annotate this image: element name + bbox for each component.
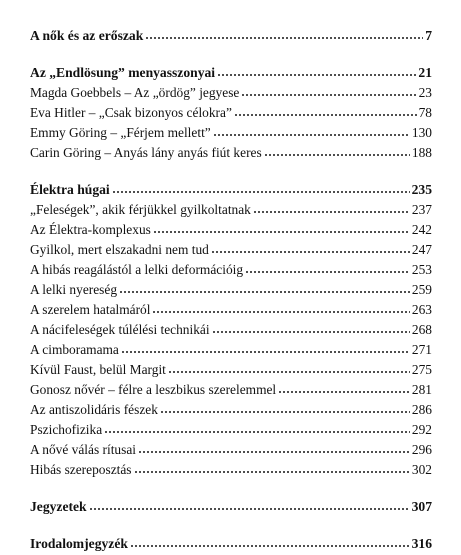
- dot-leader: [241, 94, 416, 96]
- entry-page-number: 296: [411, 442, 432, 457]
- toc-entry: [30, 460, 432, 480]
- entry-title: Az „Endlösung” menyasszonyai: [30, 65, 216, 80]
- entry-page-number: 23: [418, 85, 432, 100]
- toc-entry: [30, 260, 432, 280]
- entry-title: Élektra húgai: [30, 182, 110, 197]
- toc-entry: [30, 200, 432, 220]
- toc-entry: [30, 143, 432, 163]
- toc-chapter-entry: [30, 534, 432, 554]
- toc-entry: [30, 220, 432, 240]
- dot-leader: [212, 331, 410, 333]
- entry-title: A cimboramama: [30, 342, 119, 357]
- table-of-contents: [30, 26, 432, 554]
- entry-page-number: 78: [418, 105, 432, 120]
- entry-page-number: 21: [418, 65, 432, 80]
- entry-page-number: 235: [411, 182, 432, 197]
- toc-section: [30, 26, 432, 46]
- dot-leader: [138, 451, 410, 453]
- entry-title: Hibás szereposztás: [30, 462, 132, 477]
- toc-entry: [30, 123, 432, 143]
- toc-chapter-entry: [30, 26, 432, 46]
- dot-leader: [153, 231, 410, 233]
- dot-leader: [234, 114, 417, 116]
- toc-section: [30, 497, 432, 517]
- entry-title: Pszichofizika: [30, 422, 103, 437]
- dot-leader: [213, 134, 410, 136]
- entry-title: Az antiszolidáris fészek: [30, 402, 158, 417]
- toc-section: [30, 180, 432, 480]
- entry-title: Irodalomjegyzék: [30, 536, 128, 551]
- entry-page-number: 130: [411, 125, 432, 140]
- entry-page-number: 271: [411, 342, 432, 357]
- entry-title: Eva Hitler – „Csak bizonyos célokra”: [30, 105, 232, 120]
- entry-page-number: 268: [411, 322, 432, 337]
- toc-entry: [30, 400, 432, 420]
- dot-leader: [168, 371, 410, 373]
- dot-leader: [245, 271, 410, 273]
- dot-leader: [217, 74, 416, 76]
- entry-title: A nővé válás rítusai: [30, 442, 136, 457]
- entry-page-number: 242: [411, 222, 432, 237]
- entry-title: A lelki nyereség: [30, 282, 118, 297]
- entry-title: Emmy Göring – „Férjem mellett”: [30, 125, 211, 140]
- entry-title: Gonosz nővér – félre a leszbikus szerelemmel: [30, 382, 277, 397]
- entry-title: A nők és az erőszak: [30, 28, 144, 43]
- entry-page-number: 275: [411, 362, 432, 377]
- dot-leader: [89, 508, 410, 510]
- toc-entry: [30, 440, 432, 460]
- entry-title: Magda Goebbels – Az „ördög” jegyese: [30, 85, 240, 100]
- toc-entry: [30, 420, 432, 440]
- toc-entry: [30, 83, 432, 103]
- toc-entry: [30, 240, 432, 260]
- dot-leader: [119, 291, 410, 293]
- entry-page-number: 237: [411, 202, 432, 217]
- toc-entry: [30, 340, 432, 360]
- entry-page-number: 281: [411, 382, 432, 397]
- dot-leader: [278, 391, 410, 393]
- toc-section: [30, 534, 432, 554]
- entry-page-number: 316: [411, 536, 432, 551]
- entry-title: Az Élektra-komplexus: [30, 222, 151, 237]
- toc-entry: [30, 300, 432, 320]
- entry-page-number: 247: [411, 242, 432, 257]
- entry-page-number: 292: [411, 422, 432, 437]
- toc-chapter-entry: [30, 180, 432, 200]
- entry-page-number: 253: [411, 262, 432, 277]
- toc-entry: [30, 280, 432, 300]
- entry-page-number: 7: [425, 28, 432, 43]
- dot-leader: [160, 411, 410, 413]
- entry-page-number: 259: [411, 282, 432, 297]
- entry-page-number: 263: [411, 302, 432, 317]
- dot-leader: [130, 545, 410, 547]
- entry-page-number: 188: [411, 145, 432, 160]
- dot-leader: [253, 211, 410, 213]
- toc-entry: [30, 360, 432, 380]
- dot-leader: [211, 251, 410, 253]
- toc-entry: [30, 103, 432, 123]
- toc-entry: [30, 320, 432, 340]
- entry-title: Carin Göring – Anyás lány anyás fiút keres: [30, 145, 262, 160]
- dot-leader: [134, 471, 410, 473]
- dot-leader: [112, 191, 410, 193]
- dot-leader: [104, 431, 410, 433]
- entry-title: A szerelem hatalmáról: [30, 302, 151, 317]
- toc-chapter-entry: [30, 63, 432, 83]
- entry-title: „Feleségek”, akik férjükkel gyilkoltatnak: [30, 202, 251, 217]
- entry-title: Gyilkol, mert elszakadni nem tud: [30, 242, 209, 257]
- toc-chapter-entry: [30, 497, 432, 517]
- entry-page-number: 302: [411, 462, 432, 477]
- entry-title: A hibás reagálástól a lelki deformációig: [30, 262, 244, 277]
- entry-page-number: 307: [411, 499, 432, 514]
- toc-section: [30, 63, 432, 163]
- dot-leader: [145, 37, 423, 39]
- entry-title: Jegyzetek: [30, 499, 87, 514]
- entry-page-number: 286: [411, 402, 432, 417]
- dot-leader: [152, 311, 409, 313]
- entry-title: Kívül Faust, belül Margit: [30, 362, 166, 377]
- toc-entry: [30, 380, 432, 400]
- entry-title: A nácifeleségek túlélési technikái: [30, 322, 210, 337]
- dot-leader: [264, 154, 410, 156]
- dot-leader: [121, 351, 410, 353]
